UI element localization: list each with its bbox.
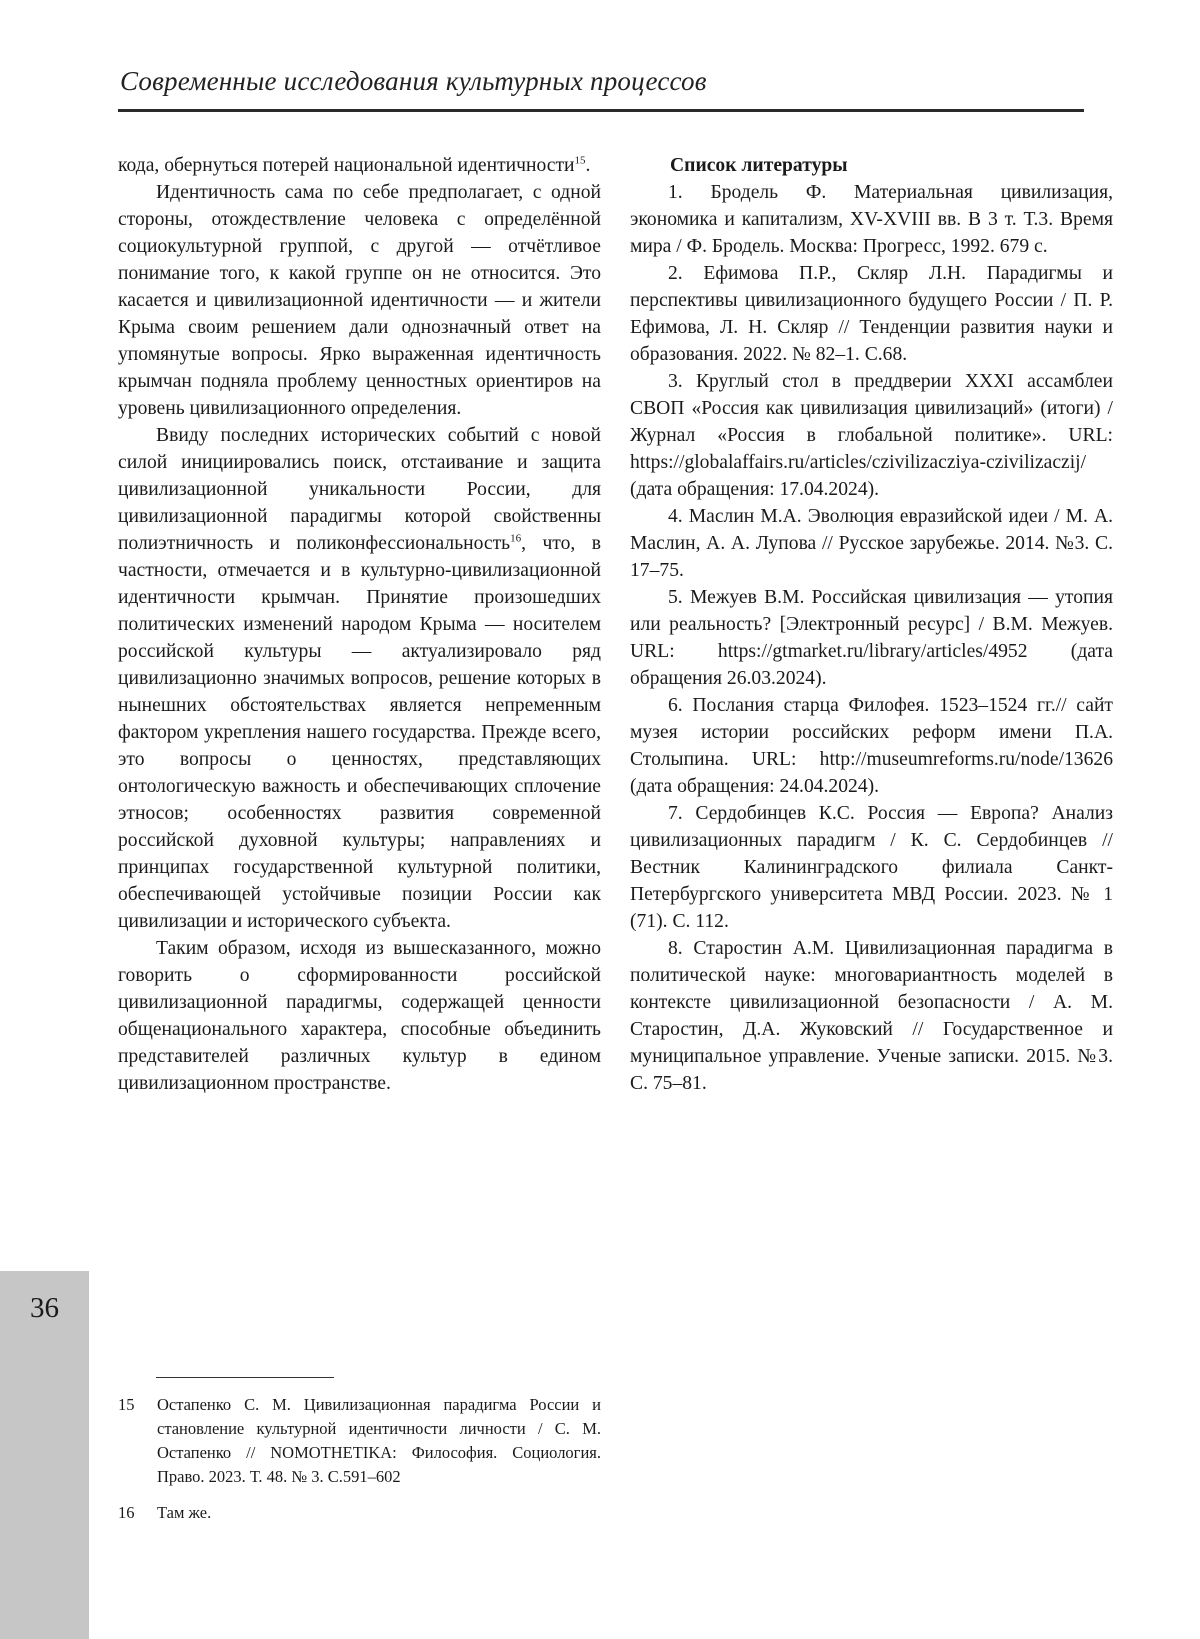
paragraph-1: кода, обернуться потерей национальной идентичности$^{15}$.: [118, 154, 591, 176]
footnote-ref-16: 16: [510, 532, 522, 545]
page-number-tab: [0, 1271, 89, 1639]
header-rule: [118, 109, 1084, 112]
footnote-separator: [156, 1377, 334, 1378]
left-column: [118, 152, 601, 1097]
footnotes: [118, 1393, 601, 1537]
reference-item: 2. Ефимова П.Р., Скляр Л.Н. Парадигмы и перспективы цивилизационного будущего России / П. Р. Ефимова, Л. Н. Скляр // Тенденции развития науки и образования. 2022. № 82–1. С.68.: [630, 263, 1113, 365]
footnote-number: 16: [118, 1503, 135, 1522]
references-title: Список литературы: [670, 155, 848, 176]
footnote-item: [118, 1501, 601, 1525]
references-column: [630, 152, 1113, 1097]
paragraph-3: Ввиду последних исторических событий с новой силой инициировались поиск, отстаивание и защита цивилизационной уникальности России, для цивилизационной парадигмы которой свойственны полиэтничность и поликонфессиональность$^{16}$, что, в частности, отмечается и в культурно-цивилизационной идентичности крымчан. Принятие произошедших политических изменений народом Крыма — носителем российской культуры — актуализировало ряд цивилизационно значимых вопросов, решение которых в нынешних обстоятельствах является непременным фактором укрепления нашего государства. Прежде всего, это вопросы о ценностях, представляющих онтологическую важность и обеспечивающих сплочение этносов; особенностях развития современной российской духовной культуры; направлениях и принципах государственной культурной политики, обеспечивающей устойчивые позиции России как цивилизации и исторического субъекта.: [118, 425, 601, 932]
paragraph-2: Идентичность сама по себе предполагает, с одной стороны, отождествление человека с определённой социокультурной группой, с другой — отчётливое понимание того, к какой группе он не относится. Это касается и цивилизационной идентичности — и жители Крыма своим решением дали однозначный ответ на упомянутые вопросы. Ярко выраженная идентичность крымчан подняла проблему ценностных ориентиров на уровень цивилизационного определения.: [118, 182, 601, 419]
reference-item: 8. Старостин А.М. Цивилизационная парадигма в политической науке: многовариантность моделей в контексте цивилизационной безопасности / А. М. Старостин, Д.А. Жуковский // Государственное и муниципальное управление. Ученые записки. 2015. №3. С. 75–81.: [630, 938, 1113, 1094]
reference-item: 5. Межуев В.М. Российская цивилизация — утопия или реальность? [Электронный ресурс] / В.М. Межуев. URL: https://gtmarket.ru/library/articles/4952 (дата обращения 26.03.2024).: [630, 587, 1113, 689]
reference-item: 6. Послания старца Филофея. 1523–1524 гг.// сайт музея истории российских реформ имени П.А. Столыпина. URL: http://museumreforms.ru/node/13626 (дата обращения: 24.04.2024).: [630, 695, 1113, 797]
footnote-ref-15: 15: [574, 154, 586, 167]
footnote-text: Остапенко С. М. Цивилизационная парадигма России и становление культурной идентичности личности / С. М. Остапенко // NOMOTHETIKA: Философия. Социология. Право. 2023. Т. 48. № 3. С.591–602: [157, 1395, 601, 1486]
footnote-number: 15: [118, 1395, 135, 1414]
running-header-title: Современные исследования культурных процессов: [120, 66, 707, 96]
paragraph-4: Таким образом, исходя из вышесказанного, можно говорить о сформированности российской цивилизационной парадигмы, содержащей ценности общенационального характера, способные объединить представителей различных культур в едином цивилизационном пространстве.: [118, 938, 601, 1094]
footnote-text: Там же.: [157, 1503, 212, 1522]
reference-item: 3. Круглый стол в преддверии XXXI ассамблеи СВОП «Россия как цивилизация цивилизаций» (итоги) / Журнал «Россия в глобальной политике». URL: https://globalaffairs.ru/articles/czivilizacziya-czivilizaczij/ (дата обращения: 17.04.2024).: [630, 371, 1113, 500]
footnote-item: [118, 1393, 601, 1489]
reference-item: 7. Сердобинцев К.С. Россия — Европа? Анализ цивилизационных парадигм / К. С. Сердобинцев // Вестник Калининградского филиала Санкт-Петербургского университета МВД России. 2023. № 1 (71). С. 112.: [630, 803, 1113, 932]
reference-item: 4. Маслин М.А. Эволюция евразийской идеи / М. А. Маслин, А. А. Лупова // Русское зарубежье. 2014. №3. С. 17–75.: [630, 506, 1113, 581]
page-number: 36: [30, 1292, 59, 1324]
reference-item: 1. Бродель Ф. Материальная цивилизация, экономика и капитализм, XV-XVIII вв. В 3 т. Т.3. Время мира / Ф. Бродель. Москва: Прогресс, 1992. 679 с.: [630, 182, 1113, 257]
